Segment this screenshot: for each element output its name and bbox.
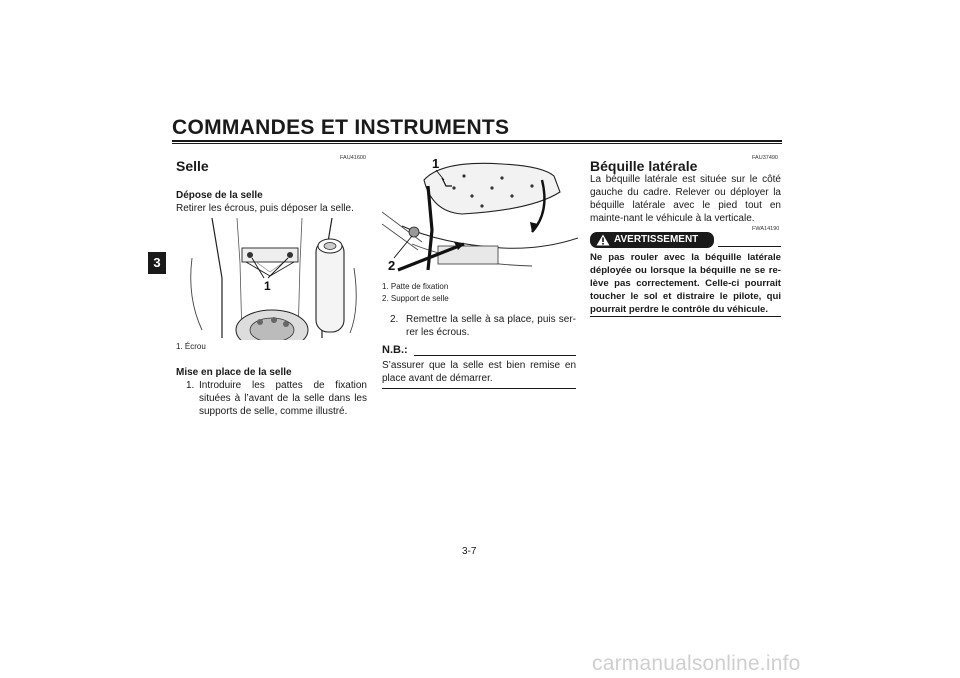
nb-top-rule	[414, 355, 576, 356]
fig2-callout-1: 1	[432, 156, 440, 171]
fig2-caption-2: 2. Support de selle	[382, 294, 449, 303]
warning-triangle-icon	[596, 234, 610, 252]
warning-badge	[590, 232, 714, 248]
nb-bottom-rule	[382, 388, 576, 389]
nb-heading: N.B.:	[382, 344, 408, 356]
warning-code: FWA14190	[752, 226, 780, 232]
watermark: carmanualsonline.info	[592, 652, 801, 675]
warning-label: AVERTISSEMENT	[614, 234, 699, 245]
seat-nuts-illustration	[182, 218, 362, 340]
section-title-bequille: Béquille latérale	[590, 158, 698, 174]
header-rule-thin	[172, 143, 782, 144]
page-number: 3-7	[462, 546, 477, 557]
removal-text: Retirer les écrous, puis déposer la selle.	[176, 203, 354, 214]
bequille-body: La béquille latérale est située sur le côté gauche du cadre. Relever ou déployer la béquille latérale avec le pied tout en mainte-nant le véhicule à la verticale.	[590, 174, 781, 224]
step1-number: 1.	[186, 380, 195, 391]
page-header-title: COMMANDES ET INSTRUMENTS	[172, 116, 510, 139]
removal-heading: Dépose de la selle	[176, 190, 263, 201]
section-code-bequille: FAU37490	[752, 155, 778, 161]
fig1-callout-number: 1	[264, 279, 271, 293]
step2-text: Remettre la selle à sa place, puis ser-rer les écrous.	[406, 314, 576, 338]
nb-text: S’assurer que la selle est bien remise en place avant de démarrer.	[382, 360, 576, 384]
install-heading: Mise en place de la selle	[176, 367, 292, 378]
section-code: FAU41600	[340, 155, 366, 161]
seat-bracket-illustration	[382, 152, 578, 278]
warning-text: Ne pas rouler avec la béquille latérale déployée ou lorsque la béquille ne se re-lève pas correctement. Celle-ci pourrait toucher le sol et distraire le pilote, qui pourrait perdre le contrôle du véhicule.	[590, 252, 781, 315]
step1-text: Introduire les pattes de fixation situées à l’avant de la selle dans les supports de selle, comme illustré.	[199, 380, 367, 417]
fig2-callout-2: 2	[388, 258, 396, 273]
fig2-caption-1: 1. Patte de fixation	[382, 282, 449, 291]
section-title-selle: Selle	[176, 158, 209, 174]
warning-top-rule	[718, 246, 781, 247]
chapter-tab: 3	[148, 252, 166, 274]
step2-number: 2.	[390, 314, 399, 325]
fig1-caption: 1. Écrou	[176, 342, 206, 351]
header-rule	[172, 140, 782, 142]
warning-bottom-rule	[590, 316, 781, 317]
